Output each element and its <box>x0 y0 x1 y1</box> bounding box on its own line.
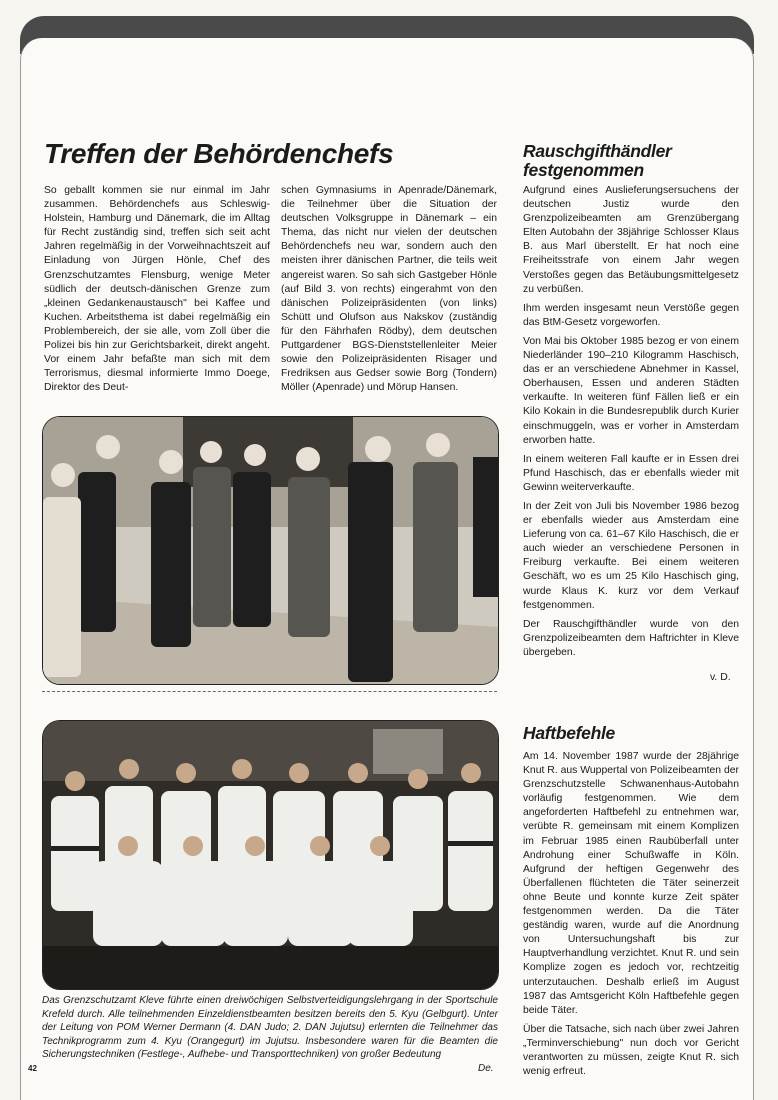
article-text-arrest-warrants <box>523 750 739 1079</box>
article-text-drug-dealer <box>523 184 739 660</box>
paragraph: Von Mai bis Oktober 1985 bezog er von einem Niederländer 190–210 Kilogramm Haschisch, das er an verschiedene Abnehmer in Kassel, Oberhausen, Essen und anderen Städten verkaufte. In weiteren fünf Fällen ließ er ein Kilo Kokain in die Bundesrepublik durch Kurier einschmuggeln, was er vorher in Amsterdam erworben hatte. <box>523 335 739 446</box>
article-text-column-2: schen Gymnasiums in Apenrade/Dänemark, die Teilnehmer über die Situation der deutschen Volksgruppe in Dänemark – ein Thema, das nicht nur vielen der deutschen Behördenchefs neu war, sondern auch den meisten ihrer dänischen Partner, die teils weit angereist waren. So sah sich Gastgeber Hönle (auf Bild 3. von rechts) eingerahmt von den dänischen Polizeipräsidenten (von links) Schütt und Olufson aus Nakskov (zuständig für den Fährhafen Rödby), dem deutschen Puttgardener BGS-Dienststellenleiter Meier sowie den Polizeipräsidenten Risager und Fredriksen aus Gedser sowie Borg (Tondern) Möller (Apenrade) und Mörup Hansen. <box>281 185 497 394</box>
caption-signature: De. <box>478 1063 494 1074</box>
article-title-drug-dealer: Rauschgifthändler festgenommen <box>523 141 672 180</box>
paragraph: Am 14. November 1987 wurde der 28jährige Knut R. aus Wuppertal von Polizeibeamten der Grenzschutzstelle Schwanenhaus-Autobahn vorläufig festgenommen. Wie dem angeforderten Haftbefehl zu entnehmen war, verübte R. gemeinsam mit einem Komplizen im Februar 1985 einen Raubüberfall unter Androhung einer Schußwaffe in Köln. Aufgrund der heftigen Gegenwehr des Überfallenen flüchteten die Täter seinerzeit ohne Beute und konnte kurze Zeit später festgenommen werden. Da die Täter geständig waren, wurde auf die Anordnung von Untersuchungshaft bis zur Hauptverhandlung verzichtet. Knut R. und sein Komplize zogen es jedoch vor, rechtzeitig unterzutauchen. Deshalb erließ im August 1987 das Amtsgericht Köln Haftbefehle gegen beide Täter. <box>523 751 739 1016</box>
paragraph: Aufgrund eines Auslieferungsersuchens der deutschen Justiz wurde den Grenzpolizeibeamten am Grenzübergang Elten Autobahn der 38jährige Schlosser Klaus B. aus Marl überstellt. Er hat noch eine Freiheitsstrafe von einem Jahr wegen Verstoßes gegen das Betäubungsmittelgesetz zu verbüßen. <box>523 185 739 295</box>
section-divider <box>42 691 497 692</box>
article-text-column-1: So geballt kommen sie nur einmal im Jahr zusammen. Behördenchefs aus Schleswig-Holstein, Hamburg und Dänemark, die im Alltag für Recht zuständig sind, treffen sich seit acht Jahren regelmäßig in der Vorweihnachtszeit auf Einladung von Jürgen Hönle, Chef des Grenzschutzamtes Flensburg, wenige Meter südlich der deutsch-dänischen Grenze zum „kleinen Gedankenaustausch" bei Kaffee und Kuchen. Arbeitsthema ist dabei regelmäßig ein Problembereich, der sie alle, vom Zoll über die Polizei bis hin zur Gerichtsbarkeit, direkt angeht. Vor einem Jahr befaßte man sich mit dem Terrorismus, diesmal informierte Immo Doege, Direktor des Deut- <box>44 185 270 394</box>
paragraph: In der Zeit von Juli bis November 1986 bezog er ebenfalls wieder aus Amsterdam eine Lieferung von ca. 61–67 Kilo Haschisch, die er auch wieder an verschiedene Personen in Freiburg verkaufte. Bei einem weiteren Geschäft, wo es um 25 Kilo Haschisch ging, wurde Klaus K. kurz vor dem Verkauf festgenommen. <box>523 500 739 611</box>
page-number: 42 <box>28 1064 37 1073</box>
group-photo-officials <box>42 416 499 685</box>
paragraph: In einem weiteren Fall kaufte er in Essen drei Pfund Haschisch, das er ebenfalls wieder mit Gewinn weiterverkaufte. <box>523 453 739 493</box>
photo-course-image <box>43 721 498 989</box>
photo-caption: Das Grenzschutzamt Kleve führte einen dreiwöchigen Selbstverteidigungslehrgang in der Sportschule Krefeld durch. Alle teilnehmenden Einzeldienstbeamten besitzen bereits den 5. Kyu (Gelbgurt). Unter der Leitung von POM Werner Dermann (4. DAN Judo; 2. DAN Jujutsu) erlernten die Teilnehmer das Technikprogramm zum 4. Kyu (Orangegurt) im Jujutsu. Insbesondere waren für die Beamten die Sicherungstechniken (Festlege-, Aufhebe- und Transporttechniken) von großer Bedeutung <box>42 995 498 1061</box>
article-signature: v. D. <box>710 672 731 683</box>
paragraph: Der Rauschgifthändler wurde von den Grenzpolizeibeamten dem Haftrichter in Kleve übergeben. <box>523 618 739 658</box>
photo-officials-image <box>43 417 498 684</box>
group-photo-self-defense-course <box>42 720 499 990</box>
paragraph: Ihm werden insgesamt neun Verstöße gegen das BtM-Gesetz vorgeworfen. <box>523 302 739 328</box>
article-title: Treffen der Behördenchefs <box>44 138 394 169</box>
article-title-arrest-warrants: Haftbefehle <box>523 723 615 743</box>
paragraph: Über die Tatsache, sich nach über zwei Jahren „Terminverschiebung" nun doch vor Gericht verantworten zu müssen, zeigte Knut R. sich wenig erfreut. <box>523 1023 739 1078</box>
